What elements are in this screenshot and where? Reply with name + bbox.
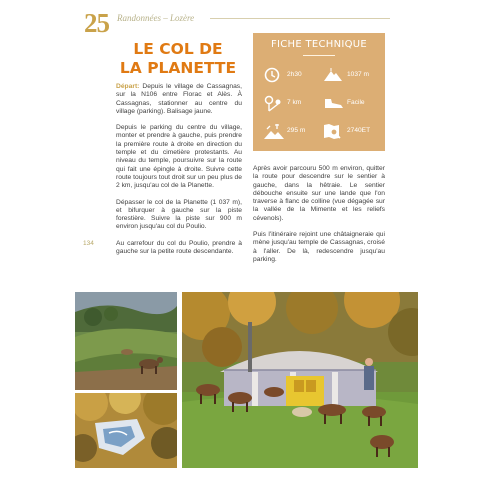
route-title-line-2: LA PLANETTE [119,59,237,77]
fiche-technique-box [253,33,385,151]
directions-paragraph-5: Après avoir parcouru 500 m environ, quitter la route pour descendre sur le sentier à gauche, dans la hêtraie. Le sentier débouche ensuite sur une lande que l'on traverse à flanc de colline (vue dégagée sur la vallée de la Mimente et les reliefs cévenols). [253,165,385,222]
photo-hillside-goats [75,292,177,390]
page-number: 134 [83,240,94,247]
fiche-technique-title: FICHE TECHNIQUE [270,39,368,50]
directions-paragraph-6: Puis l'itinéraire rejoint une châtaigneraie qui mène jusqu'au temple de Cassagnas, croisé à l'aller. De là, redescendre jusqu'au parking. [253,231,385,263]
chapter-number: 25 [84,8,109,38]
photo-autumn-sign [75,393,177,468]
map-magnifier-icon [323,123,343,141]
directions-paragraph-3: Dépasser le col de la Planette (1 037 m), et bifurquer à gauche sur la piste forestière. Suivre la piste sur 900 m environ jusqu'au col du Poulio. [116,198,242,231]
directions-paragraph-4: Au carrefour du col du Poulio, prendre à gauche sur la petite route descendante. [116,239,242,256]
fiche-divider [303,55,335,56]
photo-yurt-goats [182,292,418,468]
altitude-peak-icon [323,67,343,83]
depart-text: Depuis le village de Cassagnas, sur la N106 entre Florac et Alès. À Cassagnas, stationner au centre du village (parking). Balisage jaune. [116,83,242,115]
depart-label: Départ: [116,83,140,90]
elevation-value: 295 m [287,127,306,134]
difficulty-value: Facile [347,99,365,106]
directions-paragraph-2: Depuis le parking du centre du village, monter et prendre à gauche, puis prendre la première route à droite en direction du temple et du cimetière protestants. Au niveau du temple, poursuivre sur la route qui fait une épingle à droite. Suivre cette route toujours tout droit sur un peu plus de 2 km, jusqu'au col de la Planette. [116,124,242,190]
clock-icon [263,67,283,83]
elevation-gain-icon [263,123,285,141]
right-text-column [253,165,385,272]
depart-paragraph [116,83,242,116]
distance-value: 7 km [287,99,302,106]
left-text-column [116,83,242,264]
duration-value: 2h30 [287,71,302,78]
route-pin-icon [263,95,283,113]
route-title [108,40,248,78]
hiking-shoe-icon [323,95,345,111]
chapter-title: Randonnées – Lozère [117,13,195,23]
header-divider [210,18,390,19]
route-title-line-1: LE COL DE [133,40,223,58]
map-value: 2740ET [347,127,371,134]
altitude-value: 1037 m [347,71,369,78]
